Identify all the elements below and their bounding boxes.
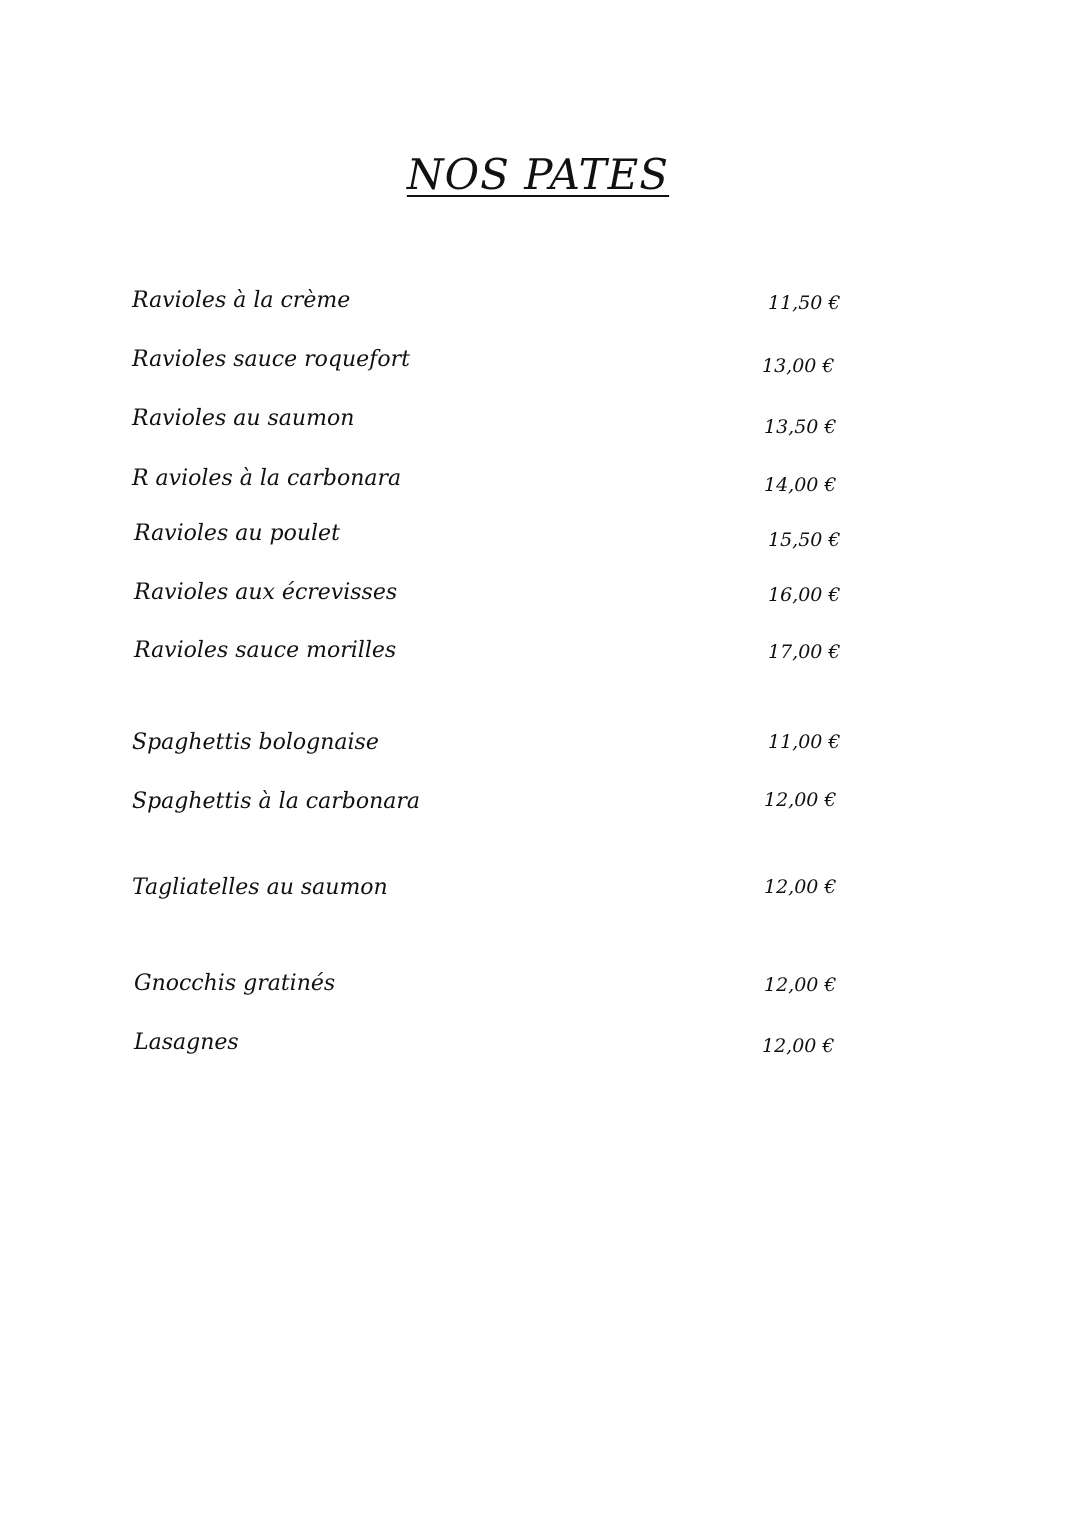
menu-item-price: 12,00 € bbox=[764, 974, 837, 996]
menu-item-name: Spaghettis à la carbonara bbox=[132, 789, 420, 814]
menu-title: NOS PATES bbox=[406, 150, 670, 199]
menu-item-name: Ravioles au saumon bbox=[132, 406, 355, 431]
menu-item-name: Lasagnes bbox=[134, 1030, 239, 1055]
menu-item-name: Ravioles au poulet bbox=[134, 521, 340, 546]
menu-item-price: 13,50 € bbox=[764, 416, 837, 438]
menu-item-price: 16,00 € bbox=[768, 584, 841, 606]
menu-item-price: 13,00 € bbox=[762, 355, 835, 377]
menu-item-name: Ravioles sauce roquefort bbox=[132, 347, 410, 372]
menu-item-price: 15,50 € bbox=[768, 529, 841, 551]
menu-item-name: Spaghettis bolognaise bbox=[132, 730, 379, 755]
menu-item-price: 12,00 € bbox=[764, 789, 837, 811]
menu-item-price: 12,00 € bbox=[762, 1035, 835, 1057]
menu-item-name: Ravioles à la crème bbox=[132, 288, 351, 313]
menu-item-name: R avioles à la carbonara bbox=[132, 466, 402, 491]
menu-item-name: Gnocchis gratinés bbox=[134, 971, 336, 996]
menu-item-price: 11,50 € bbox=[768, 292, 841, 314]
menu-item-name: Ravioles aux écrevisses bbox=[134, 580, 398, 605]
menu-item-price: 11,00 € bbox=[768, 731, 841, 753]
menu-item-price: 12,00 € bbox=[764, 876, 837, 898]
menu-item-price: 14,00 € bbox=[764, 474, 837, 496]
menu-item-name: Ravioles sauce morilles bbox=[134, 638, 397, 663]
menu-item-name: Tagliatelles au saumon bbox=[132, 875, 388, 900]
menu-item-price: 17,00 € bbox=[768, 641, 841, 663]
